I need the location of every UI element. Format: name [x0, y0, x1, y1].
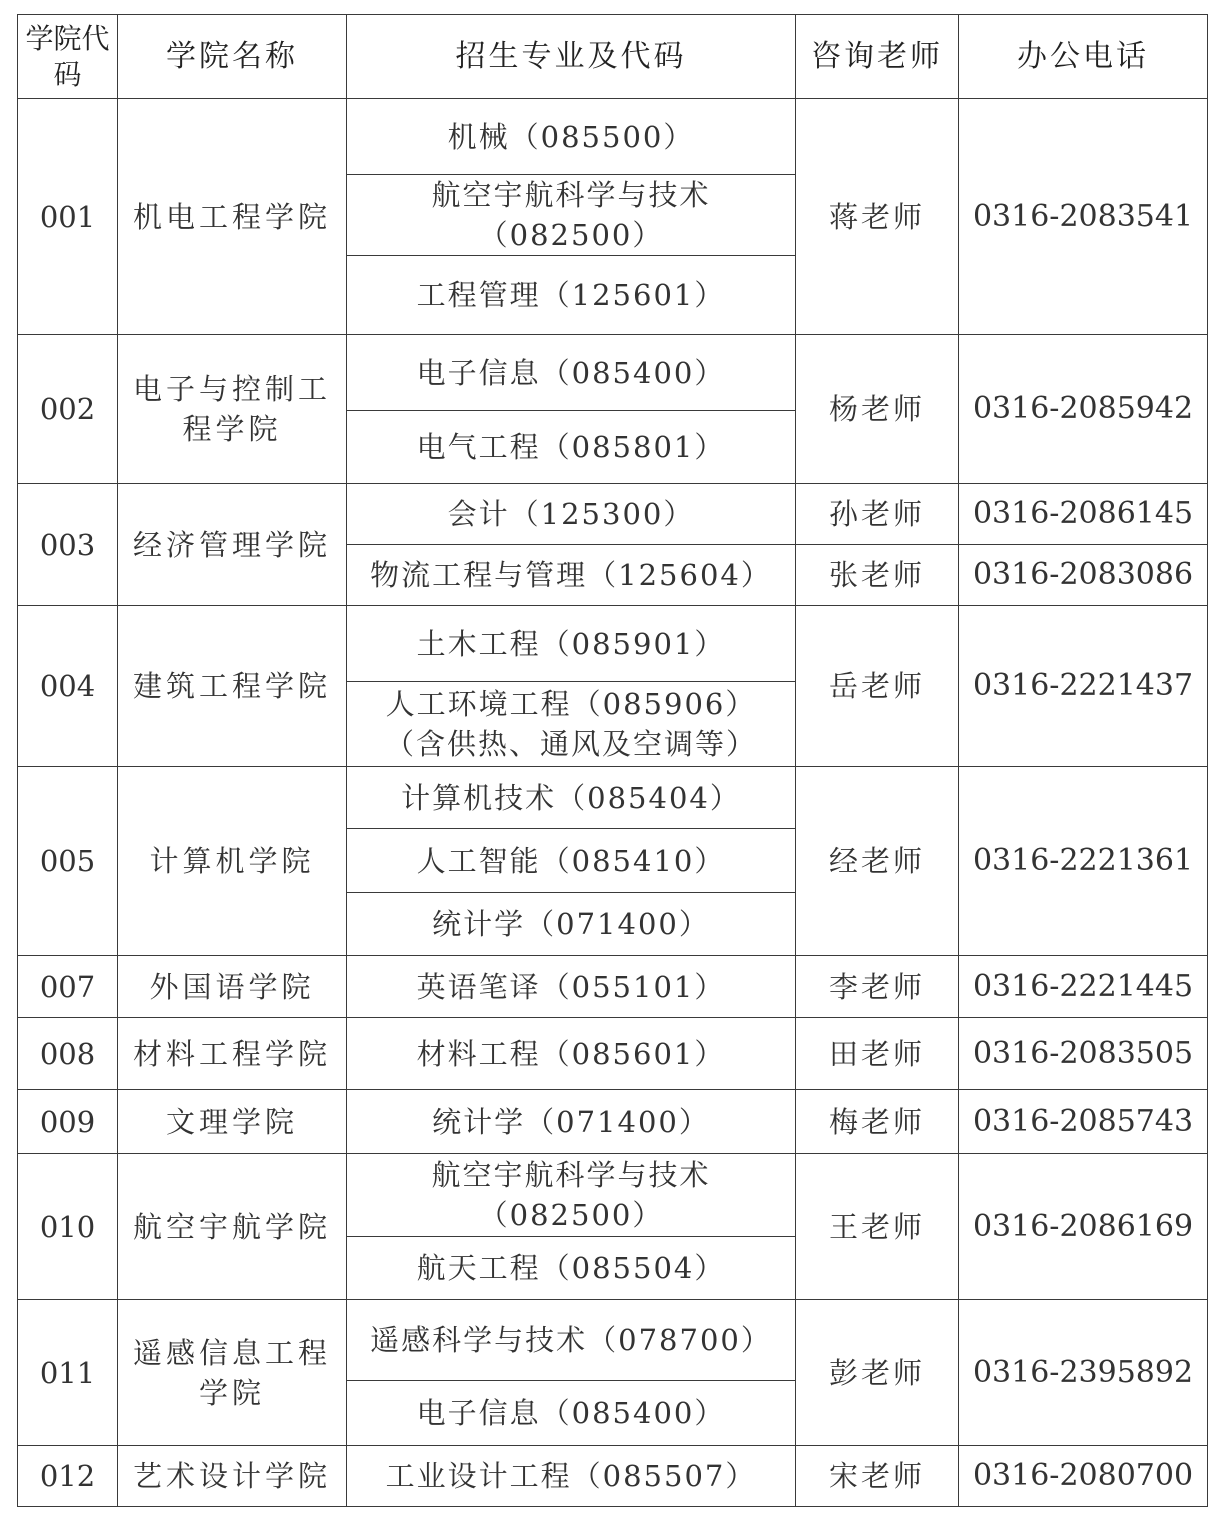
college-name: 遥感信息工程学院: [118, 1300, 347, 1446]
major: 工程管理（125601）: [347, 256, 796, 335]
header-teacher: 咨询老师: [796, 15, 959, 99]
phone: 0316-2221445: [959, 956, 1208, 1018]
college-name: 建筑工程学院: [118, 606, 347, 767]
teacher: 梅老师: [796, 1090, 959, 1154]
college-code: 008: [18, 1018, 118, 1090]
college-code: 012: [18, 1446, 118, 1507]
phone: 0316-2086169: [959, 1154, 1208, 1300]
teacher: 李老师: [796, 956, 959, 1018]
college-name: 计算机学院: [118, 767, 347, 956]
table-row: [18, 335, 1208, 411]
table-row: [18, 1300, 1208, 1381]
college-name: 材料工程学院: [118, 1018, 347, 1090]
header-phone: 办公电话: [959, 15, 1208, 99]
major: 电气工程（085801）: [347, 411, 796, 484]
phone: 0316-2083541: [959, 99, 1208, 335]
table-row: [18, 1154, 1208, 1237]
phone: 0316-2083086: [959, 545, 1208, 606]
college-code: 007: [18, 956, 118, 1018]
phone: 0316-2221437: [959, 606, 1208, 767]
phone: 0316-2221361: [959, 767, 1208, 956]
teacher: 蒋老师: [796, 99, 959, 335]
college-name: 文理学院: [118, 1090, 347, 1154]
table-row: [18, 956, 1208, 1018]
college-name: 航空宇航学院: [118, 1154, 347, 1300]
college-code: 004: [18, 606, 118, 767]
phone: 0316-2086145: [959, 484, 1208, 545]
major: 物流工程与管理（125604）: [347, 545, 796, 606]
college-name: 艺术设计学院: [118, 1446, 347, 1507]
header-college-name: 学院名称: [118, 15, 347, 99]
phone: 0316-2085942: [959, 335, 1208, 484]
college-code: 010: [18, 1154, 118, 1300]
major: 计算机技术（085404）: [347, 767, 796, 829]
table-row: [18, 484, 1208, 545]
major: 材料工程（085601）: [347, 1018, 796, 1090]
teacher: 杨老师: [796, 335, 959, 484]
teacher: 经老师: [796, 767, 959, 956]
header-college-code: 学院代码: [18, 15, 118, 99]
major: 航空宇航科学与技术（082500）: [347, 175, 796, 256]
teacher: 彭老师: [796, 1300, 959, 1446]
teacher: 田老师: [796, 1018, 959, 1090]
major: 人工环境工程（085906）（含供热、通风及空调等）: [347, 682, 796, 767]
table-row: [18, 1446, 1208, 1507]
college-name: 机电工程学院: [118, 99, 347, 335]
college-code: 011: [18, 1300, 118, 1446]
phone: 0316-2085743: [959, 1090, 1208, 1154]
major: 工业设计工程（085507）: [347, 1446, 796, 1507]
table-row: [18, 99, 1208, 175]
major: 会计（125300）: [347, 484, 796, 545]
teacher: 岳老师: [796, 606, 959, 767]
teacher: 王老师: [796, 1154, 959, 1300]
phone: 0316-2395892: [959, 1300, 1208, 1446]
college-code: 009: [18, 1090, 118, 1154]
college-name: 外国语学院: [118, 956, 347, 1018]
phone: 0316-2080700: [959, 1446, 1208, 1507]
major: 航天工程（085504）: [347, 1237, 796, 1300]
table-row: [18, 1090, 1208, 1154]
major: 人工智能（085410）: [347, 829, 796, 893]
table-row: [18, 1018, 1208, 1090]
table-row: [18, 767, 1208, 829]
teacher: 张老师: [796, 545, 959, 606]
major: 英语笔译（055101）: [347, 956, 796, 1018]
college-name: 经济管理学院: [118, 484, 347, 606]
college-code: 005: [18, 767, 118, 956]
major: 土木工程（085901）: [347, 606, 796, 682]
college-code: 002: [18, 335, 118, 484]
major: 机械（085500）: [347, 99, 796, 175]
college-code: 003: [18, 484, 118, 606]
major: 电子信息（085400）: [347, 335, 796, 411]
major: 统计学（071400）: [347, 1090, 796, 1154]
major: 统计学（071400）: [347, 893, 796, 956]
header-row: [18, 15, 1208, 99]
table-row: [18, 606, 1208, 682]
college-name: 电子与控制工程学院: [118, 335, 347, 484]
phone: 0316-2083505: [959, 1018, 1208, 1090]
teacher: 宋老师: [796, 1446, 959, 1507]
enrollment-table: [17, 14, 1208, 1507]
major: 电子信息（085400）: [347, 1381, 796, 1446]
header-major: 招生专业及代码: [347, 15, 796, 99]
major: 航空宇航科学与技术（082500）: [347, 1154, 796, 1237]
teacher: 孙老师: [796, 484, 959, 545]
college-code: 001: [18, 99, 118, 335]
major: 遥感科学与技术（078700）: [347, 1300, 796, 1381]
